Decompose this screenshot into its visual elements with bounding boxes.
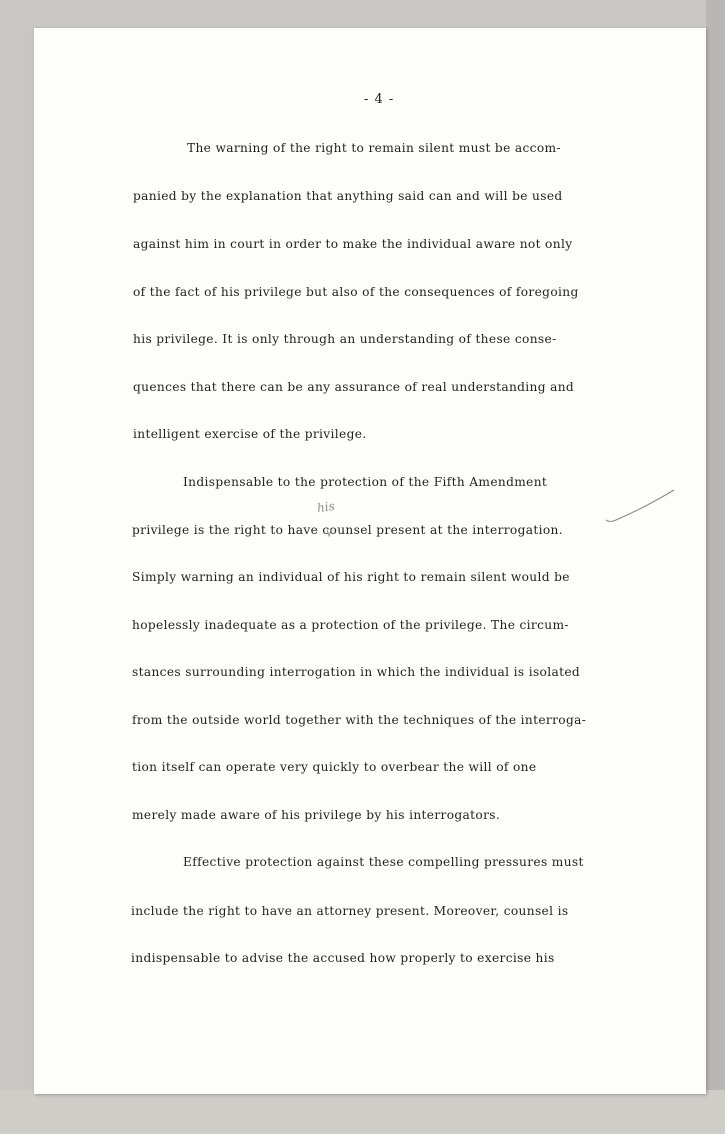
text-line-6: quences that there can be any assurance of real understanding and [133,380,575,394]
text-line-4: of the fact of his privilege but also of the consequences of foregoing [133,285,579,299]
text-line-2: panied by the explanation that anything said can and will be used [133,189,563,203]
text-line-17: include the right to have an attorney present. Moreover, counsel is [131,904,569,918]
text-line-8: Indispensable to the protection of the Fifth Amendment [183,475,548,489]
text-line-16: Effective protection against these compelling pressures must [183,855,584,869]
scan-backdrop-bottom [0,1090,725,1134]
margin-check-mark-icon [604,486,676,526]
text-line-9: privilege is the right to have counsel present at the interrogation. [132,523,563,537]
text-line-14: tion itself can operate very quickly to overbear the will of one [132,760,537,774]
page-number: - 4 - [364,92,395,107]
text-line-18: indispensable to advise the accused how properly to exercise his [131,951,555,965]
text-line-12: stances surrounding interrogation in which the individual is isolated [132,665,581,679]
text-line-7: intelligent exercise of the privilege. [133,427,367,441]
text-line-13: from the outside world together with the techniques of the interroga- [132,713,587,727]
handwritten-insertion: his [316,498,336,516]
text-line-1: The warning of the right to remain silent must be accom- [187,141,561,155]
scan-backdrop-right [706,0,725,1134]
text-line-15: merely made aware of his privilege by his interrogators. [132,808,501,822]
text-line-5: his privilege. It is only through an understanding of these conse- [133,332,557,346]
text-line-3: against him in court in order to make the individual aware not only [133,237,573,251]
insertion-caret-icon [326,530,332,538]
text-line-11: hopelessly inadequate as a protection of the privilege. The circum- [132,618,569,632]
text-line-10: Simply warning an individual of his right to remain silent would be [132,570,570,584]
